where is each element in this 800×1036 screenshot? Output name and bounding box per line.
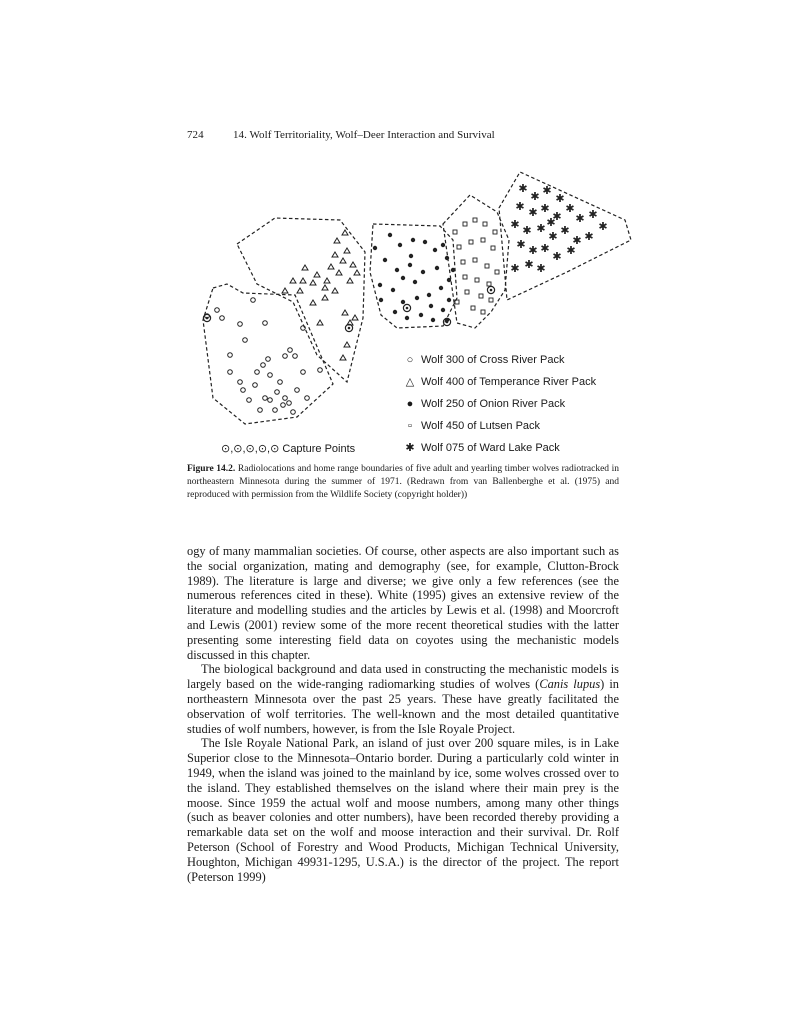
svg-text:✱: ✱ xyxy=(516,238,526,251)
chapter-title: 14. Wolf Territoriality, Wolf–Deer Interaction and Survival xyxy=(233,129,495,141)
svg-text:✱: ✱ xyxy=(510,218,520,231)
triangle-icon: △ xyxy=(405,376,415,388)
open-circle-icon: ○ xyxy=(406,354,414,366)
svg-text:✱: ✱ xyxy=(536,222,546,235)
paragraph-2-start: The biological background and data used in constructing the mechanistic models is largely based on the wide-ranging radiomarking studies of wolves ( xyxy=(187,662,619,692)
svg-text:✱: ✱ xyxy=(528,206,538,219)
lutsen-points xyxy=(453,218,499,314)
svg-text:✱: ✱ xyxy=(555,192,565,205)
svg-text:✱: ✱ xyxy=(548,230,558,243)
svg-text:✱: ✱ xyxy=(575,212,585,225)
capture-points-label: Capture Points xyxy=(282,443,356,455)
paragraph-1: ogy of many mammalian societies. Of course, other aspects are also important such as the social organization, mating and demography (see, for example, Clutton-Brock 1989). The literature is large and diverse; we give only a few references (see the numerous references cited in these). White (1995) gives an extensive review of the literature and modelling studies and the articles by Lewis et al. (1998) and Moorcroft and Lewis (2001) review some of the more recent theoretical studies with the latter presenting some interesting field data on coyotes using the mechanistic models discussed in this chapter. xyxy=(187,544,619,662)
onion-river-points xyxy=(373,233,455,322)
svg-text:✱: ✱ xyxy=(584,230,594,243)
svg-text:✱: ✱ xyxy=(546,216,556,229)
legend-item-ward-lake xyxy=(403,441,560,455)
small-square-icon: ▫ xyxy=(408,420,412,432)
lutsen-boundary xyxy=(443,195,509,328)
page-number: 724 xyxy=(187,129,204,141)
svg-text:✱: ✱ xyxy=(588,208,598,221)
svg-text:✱: ✱ xyxy=(560,224,570,237)
legend-label: Wolf 250 of Onion River Pack xyxy=(421,398,566,410)
filled-circle-icon: ● xyxy=(406,398,414,410)
svg-text:✱: ✱ xyxy=(524,258,534,271)
legend-label: Wolf 075 of Ward Lake Pack xyxy=(421,442,560,454)
capture-point-icons: ⊙,⊙,⊙,⊙,⊙ xyxy=(221,443,280,455)
svg-text:✱: ✱ xyxy=(510,262,520,275)
legend-item-cross-river xyxy=(403,353,564,367)
species-name: Canis lupus xyxy=(539,677,601,692)
paragraph-2-end: ) in northeastern Minnesota over the past 25 years. These have greatly facilitated the observation of wolf territories. The well-known and the most detailed quantitative studies of wolf numbers, however, is from the Isle Royale Project. xyxy=(187,677,619,736)
svg-text:✱: ✱ xyxy=(540,242,550,255)
svg-text:✱: ✱ xyxy=(522,224,532,237)
legend-item-onion-river xyxy=(403,397,565,411)
caption-text: Radiolocations and home range boundaries of five adult and yearling timber wolves radiotracked in northeastern Minnesota during the summer of 1971. (Redrawn from van Ballenberghe et al. (1975) and reproduced with permission from the Wildlife Society (copyright holder)) xyxy=(187,464,619,500)
capture-points-legend xyxy=(221,442,355,455)
svg-text:✱: ✱ xyxy=(598,220,608,233)
body-text xyxy=(187,544,619,884)
svg-text:✱: ✱ xyxy=(536,262,546,275)
svg-text:✱: ✱ xyxy=(572,234,582,247)
cross-river-points xyxy=(205,298,323,415)
svg-text:✱: ✱ xyxy=(566,244,576,257)
svg-text:✱: ✱ xyxy=(518,182,528,195)
svg-text:✱: ✱ xyxy=(530,190,540,203)
paragraph-3: The Isle Royale National Park, an island of just over 200 square miles, is in Lake Superior close to the Minnesota–Ontario border. During a particularly cold winter in 1949, when the island was joined to the mainland by ice, some wolves crossed over to the island. They established themselves on the island where their main prey is the moose. Since 1959 the actual wolf and moose numbers, among many other things (such as beaver colonies and otter numbers), have been recorded thereby providing a remarkable data set on the wolf and moose interaction and their survival. Dr. Rolf Peterson (School of Forestry and Wood Products, Michigan Technical University, Houghton, Michigan 49931-1295, U.S.A.) is the director of the project. The report (Peterson 1999) xyxy=(187,736,619,884)
temperance-river-boundary xyxy=(237,218,365,382)
svg-text:✱: ✱ xyxy=(542,184,552,197)
legend-item-temperance-river xyxy=(403,375,596,389)
paragraph-2 xyxy=(187,662,619,736)
svg-text:✱: ✱ xyxy=(552,250,562,263)
svg-text:✱: ✱ xyxy=(515,200,525,213)
asterisk-icon: ✱ xyxy=(405,442,415,454)
legend-label: Wolf 300 of Cross River Pack xyxy=(421,354,565,366)
legend-label: Wolf 450 of Lutsen Pack xyxy=(421,420,541,432)
legend-item-lutsen xyxy=(403,419,540,433)
ward-lake-points xyxy=(510,182,607,275)
caption-label: Figure 14.2. xyxy=(187,464,236,474)
svg-text:✱: ✱ xyxy=(552,210,562,223)
svg-text:✱: ✱ xyxy=(540,202,550,215)
figure-caption xyxy=(187,463,619,502)
temperance-river-points xyxy=(282,230,360,360)
svg-text:✱: ✱ xyxy=(565,202,575,215)
legend-label: Wolf 400 of Temperance River Pack xyxy=(421,376,597,388)
svg-text:✱: ✱ xyxy=(528,244,538,257)
